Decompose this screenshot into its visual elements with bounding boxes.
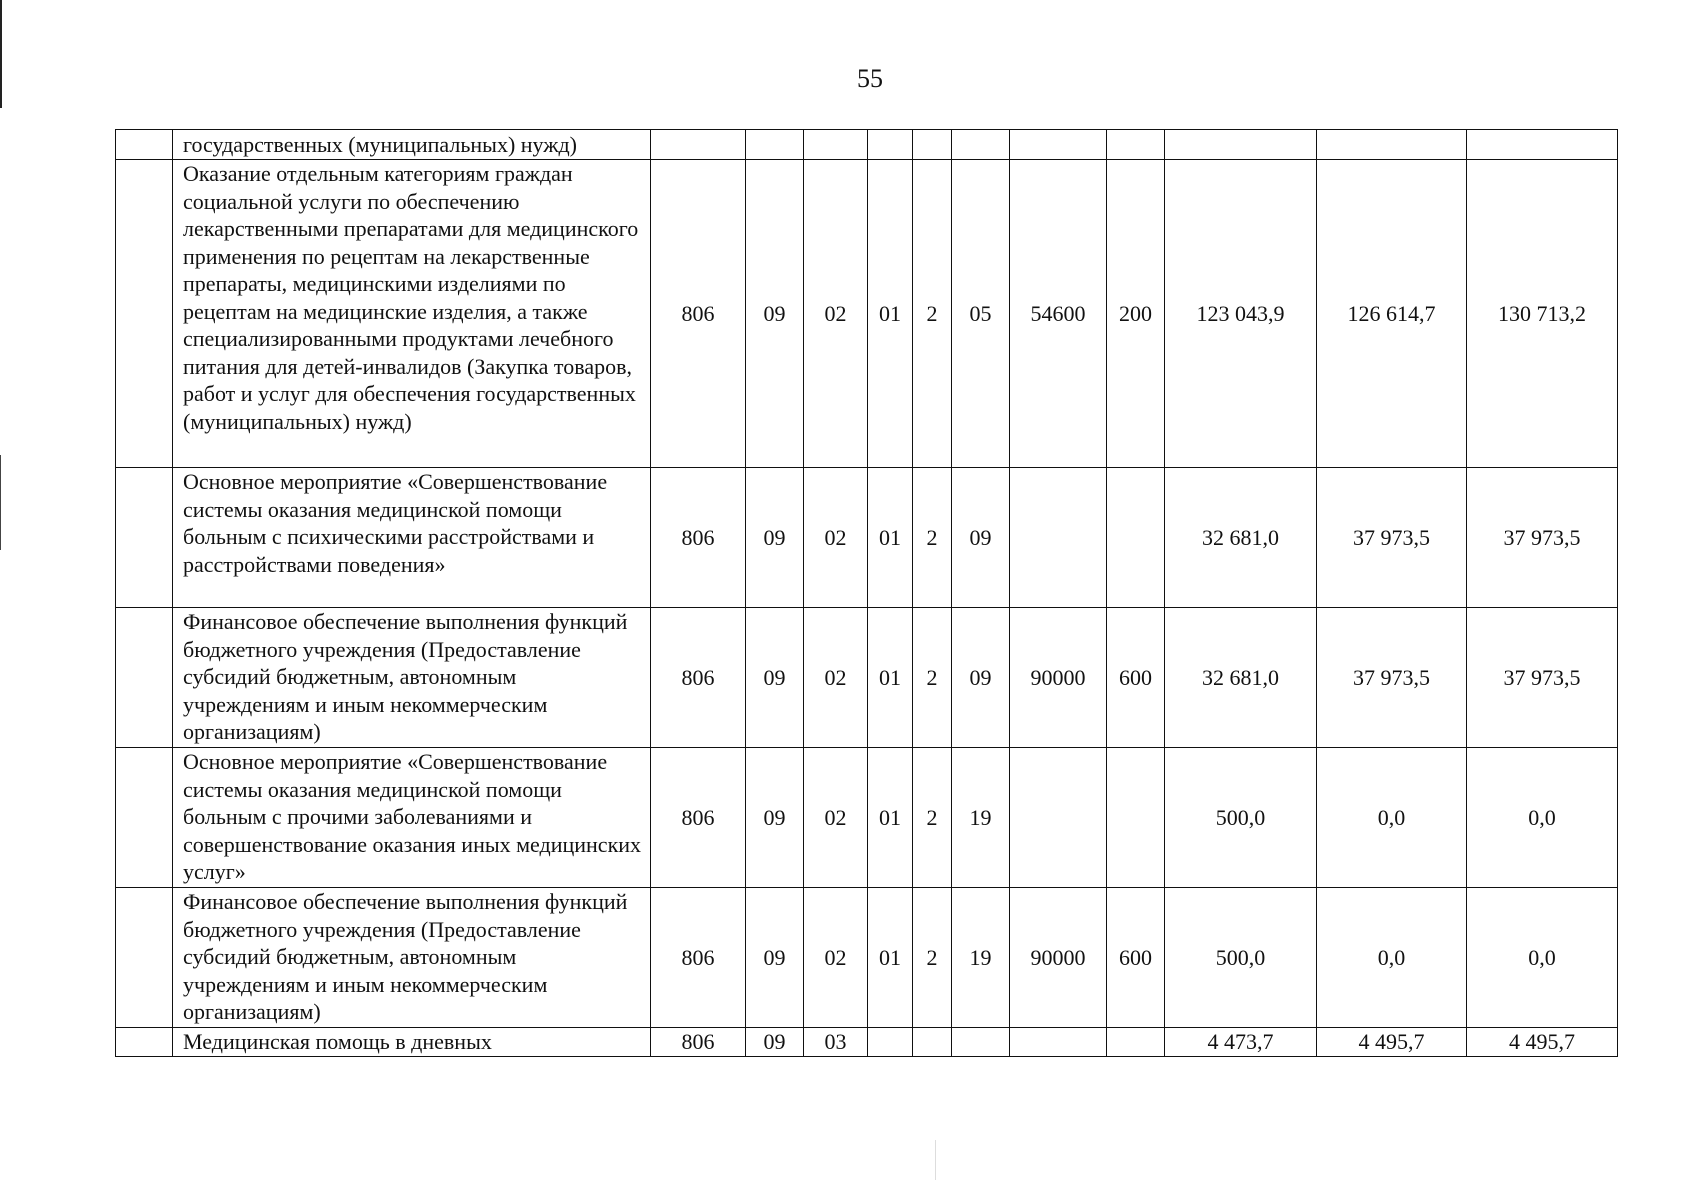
code-vr-cell [1107,1028,1165,1057]
row-number-cell [116,888,173,1028]
code-subprogram-cell [913,1028,952,1057]
amount-year3-cell: 37 973,5 [1467,608,1618,748]
row-number-cell [116,130,173,160]
table-row [116,160,1618,468]
code-gr-cell: 806 [651,748,746,888]
code-direction-cell: 54600 [1010,160,1107,468]
code-vr-cell: 600 [1107,888,1165,1028]
code-vr-cell [1107,468,1165,608]
code-pr-cell: 03 [804,1028,868,1057]
amount-year3-cell: 130 713,2 [1467,160,1618,468]
row-number-cell [116,468,173,608]
code-gr-cell: 806 [651,1028,746,1057]
code-subprogram-cell: 2 [913,748,952,888]
code-rz-cell: 09 [746,888,804,1028]
code-gr-cell: 806 [651,888,746,1028]
amount-year1-cell: 32 681,0 [1165,468,1317,608]
code-rz-cell: 09 [746,748,804,888]
code-vr-cell: 200 [1107,160,1165,468]
amount-year1-cell: 500,0 [1165,748,1317,888]
page-number: 55 [857,64,883,93]
row-name-cell: Оказание отдельным категориям граждан социальной услуги по обеспечению лекарственными препаратами для медицинского применения по рецептам на лекарственные препараты, медицинскими изделиями по рецептам на медицинские изделия, а также специализированными продуктами лечебного питания для детей-инвалидов (Закупка товаров, работ и услуг для обеспечения государственных (муниципальных) нужд) [173,160,651,468]
row-name-cell: Основное мероприятие «Совершенствование системы оказания медицинской помощи больным с психическими расстройствами и расстройствами поведения» [173,468,651,608]
code-rz-cell: 09 [746,160,804,468]
table-row [116,888,1618,1028]
amount-year3-cell: 0,0 [1467,888,1618,1028]
code-program-cell: 01 [868,468,913,608]
amount-year3-cell: 0,0 [1467,748,1618,888]
amount-year3-cell: 4 495,7 [1467,1028,1618,1057]
code-direction-cell [1010,1028,1107,1057]
code-pr-cell: 02 [804,160,868,468]
code-subprogram-cell [913,130,952,160]
code-pr-cell: 02 [804,468,868,608]
code-gr-cell: 806 [651,468,746,608]
code-program-cell: 01 [868,160,913,468]
code-event-cell: 05 [952,160,1010,468]
code-event-cell: 19 [952,888,1010,1028]
row-number-cell [116,1028,173,1057]
amount-year2-cell: 4 495,7 [1317,1028,1467,1057]
amount-year2-cell: 37 973,5 [1317,468,1467,608]
code-direction-cell: 90000 [1010,608,1107,748]
amount-year1-cell [1165,130,1317,160]
code-rz-cell: 09 [746,608,804,748]
code-event-cell: 09 [952,468,1010,608]
amount-year2-cell: 126 614,7 [1317,160,1467,468]
code-event-cell: 19 [952,748,1010,888]
code-direction-cell: 90000 [1010,888,1107,1028]
code-pr-cell: 02 [804,748,868,888]
code-gr-cell: 806 [651,608,746,748]
amount-year1-cell: 500,0 [1165,888,1317,1028]
amount-year1-cell: 32 681,0 [1165,608,1317,748]
code-vr-cell [1107,748,1165,888]
table-row [116,130,1618,160]
scan-artifact [935,1140,936,1180]
amount-year2-cell [1317,130,1467,160]
code-event-cell [952,1028,1010,1057]
code-pr-cell: 02 [804,888,868,1028]
amount-year2-cell: 37 973,5 [1317,608,1467,748]
code-rz-cell: 09 [746,1028,804,1057]
code-program-cell: 01 [868,888,913,1028]
amount-year3-cell [1467,130,1618,160]
code-rz-cell [746,130,804,160]
code-rz-cell: 09 [746,468,804,608]
scan-margin-mark [0,455,1,550]
code-pr-cell [804,130,868,160]
table-row [116,468,1618,608]
code-gr-cell [651,130,746,160]
amount-year2-cell: 0,0 [1317,748,1467,888]
table-row [116,1028,1618,1057]
row-name-cell: Медицинская помощь в дневных [173,1028,651,1057]
code-pr-cell: 02 [804,608,868,748]
row-name-cell: Финансовое обеспечение выполнения функций бюджетного учреждения (Предоставление субсидий бюджетным, автономным учреждениям и иным некоммерческим организациям) [173,888,651,1028]
code-program-cell [868,130,913,160]
row-number-cell [116,160,173,468]
amount-year1-cell: 4 473,7 [1165,1028,1317,1057]
budget-table [115,129,1618,1057]
code-direction-cell [1010,130,1107,160]
row-number-cell [116,608,173,748]
table-row [116,608,1618,748]
code-direction-cell [1010,748,1107,888]
code-vr-cell [1107,130,1165,160]
code-subprogram-cell: 2 [913,160,952,468]
amount-year3-cell: 37 973,5 [1467,468,1618,608]
row-name-cell: Основное мероприятие «Совершенствование системы оказания медицинской помощи больным с прочими заболеваниями и совершенствование оказания иных медицинских услуг» [173,748,651,888]
row-number-cell [116,748,173,888]
code-subprogram-cell: 2 [913,468,952,608]
code-program-cell: 01 [868,748,913,888]
row-name-cell: государственных (муниципальных) нужд) [173,130,651,160]
code-gr-cell: 806 [651,160,746,468]
code-program-cell: 01 [868,608,913,748]
code-subprogram-cell: 2 [913,608,952,748]
code-program-cell [868,1028,913,1057]
amount-year2-cell: 0,0 [1317,888,1467,1028]
code-vr-cell: 600 [1107,608,1165,748]
code-event-cell: 09 [952,608,1010,748]
code-subprogram-cell: 2 [913,888,952,1028]
code-direction-cell [1010,468,1107,608]
amount-year1-cell: 123 043,9 [1165,160,1317,468]
code-event-cell [952,130,1010,160]
table-row [116,748,1618,888]
row-name-cell: Финансовое обеспечение выполнения функций бюджетного учреждения (Предоставление субсидий бюджетным, автономным учреждениям и иным некоммерческим организациям) [173,608,651,748]
